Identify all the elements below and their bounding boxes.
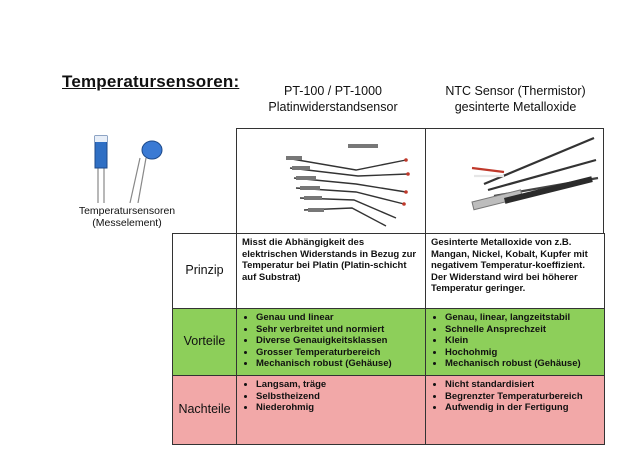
pt-title: PT-100 / PT-1000	[284, 84, 382, 98]
list-item: • Nicht standardisiert	[445, 379, 599, 391]
nachteile-pt-list	[242, 379, 420, 414]
list-item: • Schnelle Ansprechzeit	[445, 324, 599, 336]
divider-line	[236, 128, 237, 233]
row-label-vorteile: Vorteile	[173, 309, 237, 376]
table-row-vorteile	[173, 309, 605, 376]
pt100-probes-image	[286, 140, 411, 230]
sensor-caption	[72, 205, 182, 229]
list-item: • Genau, linear, langzeitstabil	[445, 312, 599, 324]
thermistor-sensor-icon	[80, 128, 180, 203]
list-item: • Langsam, träge	[256, 379, 420, 391]
list-item: • Begrenzter Temperaturbereich	[445, 391, 599, 403]
ntc-subtitle: gesinterte Metalloxide	[454, 100, 577, 114]
vorteile-ntc-cell	[426, 309, 605, 376]
sensor-caption-line1: Temperatursensoren	[78, 205, 176, 217]
sensor-caption-line2: (Messelement)	[92, 217, 162, 229]
divider-line	[236, 128, 604, 129]
ntc-title: NTC Sensor (Thermistor)	[445, 84, 586, 98]
divider-line	[603, 128, 604, 233]
table-row-prinzip	[173, 234, 605, 309]
list-item: • Selbstheizend	[256, 391, 420, 403]
column-header-pt	[240, 83, 426, 115]
list-item: • Diverse Genauigkeitsklassen	[256, 335, 420, 347]
ntc-probes-image	[464, 132, 600, 224]
list-item: • Genau und linear	[256, 312, 420, 324]
vorteile-pt-list	[242, 312, 420, 370]
list-item: • Hochohmig	[445, 347, 599, 359]
pt-subtitle: Platinwiderstandsensor	[268, 100, 398, 114]
list-item: • Sehr verbreitet und normiert	[256, 324, 420, 336]
list-item: • Grosser Temperaturbereich	[256, 347, 420, 359]
list-item: • Mechanisch robust (Gehäuse)	[445, 358, 599, 370]
list-item: • Klein	[445, 335, 599, 347]
nachteile-ntc-cell	[426, 376, 605, 445]
column-header-ntc	[428, 83, 603, 115]
list-item: • Niederohmig	[256, 402, 420, 414]
vorteile-ntc-list	[431, 312, 599, 370]
list-item: • Mechanisch robust (Gehäuse)	[256, 358, 420, 370]
nachteile-pt-cell	[237, 376, 426, 445]
table-row-nachteile	[173, 376, 605, 445]
nachteile-ntc-list	[431, 379, 599, 414]
row-label-prinzip: Prinzip	[173, 234, 237, 309]
row-label-nachteile: Nachteile	[173, 376, 237, 445]
page-title: Temperatursensoren:	[62, 72, 240, 91]
comparison-table	[172, 233, 605, 445]
list-item: • Aufwendig in der Fertigung	[445, 402, 599, 414]
vorteile-pt-cell	[237, 309, 426, 376]
prinzip-pt-text: Misst die Abhängigkeit des elektrischen Widerstands in Bezug zur Temperatur bei Platin (Platin-schicht auf Substrat)	[237, 234, 426, 309]
prinzip-ntc-text: Gesinterte Metalloxide von z.B. Mangan, Nickel, Kobalt, Kupfer mit negativem Temperatur-koeffizient. Der Widerstand wird bei höherer Temperatur geringer.	[426, 234, 605, 309]
divider-line	[425, 128, 426, 233]
